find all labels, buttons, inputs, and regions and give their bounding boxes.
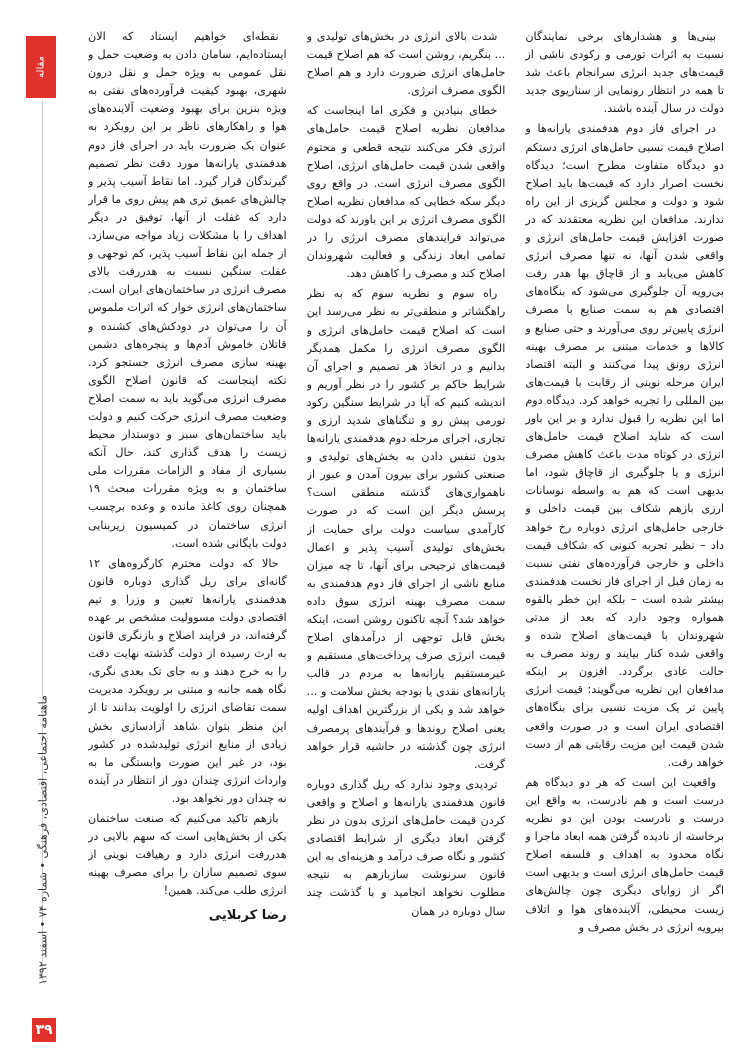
author-name: رضا کربلایی: [208, 907, 287, 923]
paragraph: شدت بالای انرژی در بخش‌های تولیدی و ... بنگریم، روشن است که هم اصلاح قیمت حامل‌های انرژی ضرورت دارد و هم اصلاح الگوی مصرف انرژی.: [306, 30, 506, 98]
section-tab-label: مقاله: [35, 56, 47, 78]
paragraph: بینی‌ها و هشدارهای برخی نمایندگان نسبت به اثرات تورمی و رکودی ناشی از قیمت‌های جدید انرژی سرانجام باعث شد تا همه در انتظار رونمایی از سناریوی جدید دولت در سال آینده باشند.: [525, 30, 724, 116]
running-footer: ماهنامه اجتماعی، اقتصادی، فرهنگی • شماره ۷۴ • اسفند ۱۳۹۲: [36, 695, 50, 985]
paragraph: واقعیت این است که هر دو دیدگاه هم درست است و هم نادرست، به واقع این درست و نادرست بودن این دو نظریه برخاسته از نادیده گرفتن همه ابعاد ماجرا و نگاه محدود به اهداف و فلسفه اصلاح قیمت حامل‌های انرژی است و بدیهی است اگر از زوایای دیگری چون چالش‌های زیست محیطی، آلاینده‌های هوا و اتلاف بیرویه انرژی در بخش مصرف و: [525, 775, 724, 934]
paragraph: خطای بنیادین و فکری اما اینجاست که مدافعان نظریه اصلاح قیمت حامل‌های انرژی فکر می‌کنند نتیجه قطعی و محتوم واقعی شدن قیمت حامل‌های انرژی، اصلاح الگوی مصرف انرژی است. در واقع روی دیگر سکه خطایی که مدافعان نظریه اصلاح الگوی مصرف انرژی بر این باورند که دولت می‌تواند فرایندهای مصرف انرژی را در تمامی ابعاد زندگی و فعالیت شهروندان اصلاح کند و مصرف را کاهش دهد.: [306, 104, 506, 281]
paragraph: حالا که دولت محترم کارگروه‌های ۱۲ گانه‌ای برای ریل گذاری دوباره قانون هدفمندی یارانه‌ها تعیین و وزرا و تیم اقتصادی دولت مسوولیت مشخص بر عهده گرفته‌اند، در فرایند اصلاح و بازنگری قانون به ارث رسیده از دولت گذشته نهایت دقت را به خرج دهند و به جای تک بعدی نگری، نگاه همه جانبه و مبتنی بر رویکرد مدیریت سمت تقاضای انرژی را اولویت بدانند تا از این منظر بتوان شاهد آزادسازی بخش زیادی از منابع انرژی تولیدشده در کشور بود، در غیر این صورت وابستگی ما به واردات انرژی چندان دور از انتظار در آینده نه چندان دور نخواهد بود.: [87, 556, 287, 805]
paragraph: نقطه‌ای خواهیم ایستاد که الان ایستاده‌ایم، سامان دادن به وضعیت حمل و نقل عمومی به ویژه حمل و نقل درون شهری، بهبود کیفیت فرآورده‌های نفتی به ویژه بنزین برای بهبود وضعیت آلاینده‌های هوا و راهکارهای ناظر بر این رویکرد به عنوان یک ضرورت باید در اجرای فاز دوم هدفمندی یارانه‌ها مورد دقت نظر تصمیم گیرندگان قرار گیرد. اما نقاط آسیب پذیر و چالش‌های عمیق تری هم پیش روی ما قرار دارد که غفلت از آنها، توفیق در دیگر اهداف را با مشکلات زیاد مواجه می‌سازد. از جمله این نقاط آسیب پذیر، کم توجهی و غفلت سنگین نسبت به هدررفت بالای مصرف انرژی در ساختمان‌های ایران است. ساختمان‌های انرژی خوار که اثرات ملموس آن را می‌توان در دودکش‌های کشنده و قاتلان خاموش آدم‌ها و پنجره‌های دشمن بهینه سازی مصرف انرژی جستجو کرد. نکته اینجاست که قانون اصلاح الگوی مصرف انرژی می‌گوید باید به سمت اصلاح وضعیت مصرف انرژی حرکت کنیم و دولت باید ساختمان‌های سبز و دوستدار محیط زیست را هدف گذاری کند، حال آنکه بسیاری از مفاد و الزامات مقررات ملی ساختمان و به ویژه مقررات مبحث ۱۹ همچنان روی کاغذ مانده و وعده برچسب انرژی ساختمان در کمیسیون زیربنایی دولت بایگانی شده است.: [87, 30, 287, 550]
paragraph: تردیدی وجود ندارد که ریل گذاری دوباره قانون هدفمندی یارانه‌ها و اصلاح و واقعی کردن قیمت حامل‌های انرژی بدون در نظر گرفتن ابعاد دیگری از شرایط اقتصادی کشور و نگاه صرف درآمد و هزینه‌ای به این قانون سرنوشت سازبازهم به نتیجه مطلوب نخواهد انجامید و با گذشت چند سال دوباره در همان: [306, 777, 506, 918]
paragraph: در اجرای فاز دوم هدفمندی یارانه‌ها و اصلاح قیمت نسبی حامل‌های انرژی دستکم دو دیدگاه متفاوت مطرح است؛ دیدگاه نخست اصرار دارد که قیمت‌ها باید اصلاح شود و دولت و مجلس گریزی از این راه ندارند. مدافعان این نظریه معتقدند که در صورت افزایش قیمت حامل‌های انرژی و واقعی شدن آنها، نه تنها مصرف انرژی کاهش می‌یابد و از قاچاق بها هدر رفت بی‌رویه آن جلوگیری می‌شود که بنگاه‌های اقتصادی هم به سمت صنایع با مصرف انرژی پایین‌تر روی می‌آورند و حتی صنایع و کالاها و خدمات مبتنی بر مصرف بهینه انرژی رونق پیدا می‌کنند و البته اقتصاد ایران مرحله نوینی از رقابت با قیمت‌های بین المللی را تجربه خواهد کرد. دیدگاه دوم اما این نظریه را قبول ندارد و بر این باور است که شاید اصلاح قیمت حامل‌های انرژی در کوتاه مدت باعث کاهش مصرف انرژی و یا جلوگیری از قاچاق شود، اما بدیهی است که هم به واسطه نوسانات ارزی بازهم شکاف بین قیمت داخلی و خارجی حامل‌های انرژی دوباره رخ خواهد داد – نظیر تجربه کنونی که شکاف قیمت داخلی و خارجی فرآورده‌های نفتی نسبت به زمان قبل از اجرای فاز نخست هدفمندی بیشتر شده است – بلکه این خطر بالقوه همواره وجود دارد که بعد از مدتی شهروندان با قیمت‌های اصلاح شده و واقعی شده کنار بیایند و روند مصرف به حالت عادی برگردد. افزون بر اینکه مدافعان این نظریه می‌گویند: قیمت انرژی پایین تر یک مزیت نسبی برای بنگاه‌های اقتصادی ایران است و در صورت واقعی شدن قیمت این مزیت رقابتی هم از دست خواهد رفت.: [525, 122, 724, 769]
paragraph: بازهم تاکید می‌کنیم که صنعت ساختمان یکی از بخش‌هایی است که سهم بالایی در هدررفت انرژی دارد و رهیافت نوینی از سوی تصمیم سازان را برای مصرف بهینه انرژی طلب می‌کند. همین!: [87, 812, 287, 898]
page-number: ۳۹: [32, 1018, 56, 1042]
section-tab: [26, 36, 56, 98]
text-column-middle: [307, 28, 506, 1028]
paragraph: راه سوم و نظریه سوم که به نظر راهگشاتر و منطقی‌تر به نظر می‌رسد این است که اصلاح قیمت حامل‌های انرژی و الگوی مصرف انرژی را مکمل همدیگر بدانیم و در اتخاذ هر تصمیم و اجرای آن شرایط حاکم بر کشور را در نظر آوریم و اندیشه کنیم که آیا در شرایط سنگین رکود تورمی پیش رو و تنگناهای شدید ارزی و تجاری، اجرای مرحله دوم هدفمندی یارانه‌ها بدون تنفس دادن به بخش‌های تولیدی و صنعتی کشور برای بیرون آمدن و عبور از ناهمواری‌های گذشته منطقی است؟ پرسش دیگر این است که در صورت کارآمدی سیاست دولت برای حمایت از بخش‌های تولیدی آسیب پذیر و اعمال قیمت‌های ترجیحی برای آنها، تا چه میزان منابع ناشی از اجرای فاز دوم هدفمندی به سمت مصرف بهینه انرژی سوق داده خواهد شد؟ آنچه تاکنون روشن است، اینکه بخش قابل توجهی از درآمدهای اصلاح قیمت انرژی صرف پرداخت‌های مستقیم و غیرمستقیم یارانه‌ها به مردم در قالب یارانه‌های نقدی یا بودجه بخش سلامت و ... خواهد شد و یکی از بزرگترین اهداف اولیه یعنی اصلاح روندها و فرآیندهای پرمصرف انرژی چون گذشته در حاشیه قرار خواهد گرفت.: [306, 287, 506, 771]
text-column-right: [525, 28, 724, 1028]
left-margin-strip: [0, 0, 70, 1053]
text-column-left: [88, 28, 287, 1028]
article-body: [88, 28, 724, 1028]
